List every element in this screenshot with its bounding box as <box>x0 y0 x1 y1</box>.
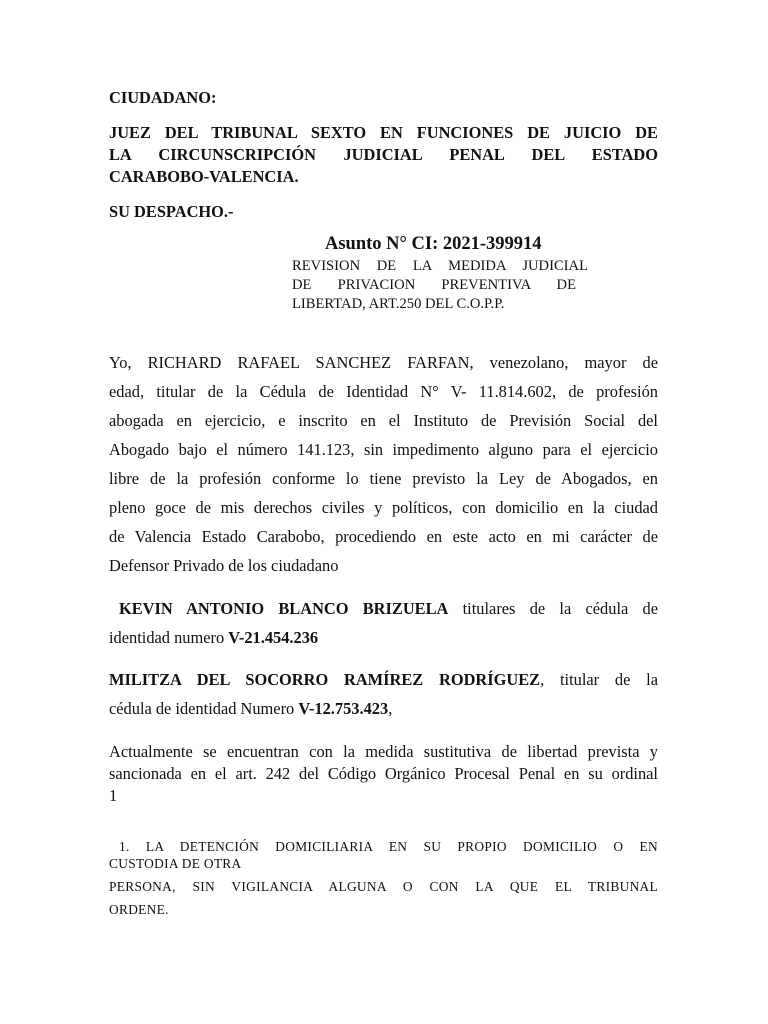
defendant-name: MILITZA DEL SOCORRO RAMÍREZ RODRÍGUEZ <box>109 670 541 689</box>
defendant-id-prefix: cédula de identidad Numero <box>109 699 299 718</box>
defendant-block <box>109 594 658 652</box>
ordinal-line: 1. LA DETENCIÓN DOMICILIARIA EN SU PROPIO DOMICILIO O EN <box>119 839 658 854</box>
defendant-line <box>109 594 658 623</box>
defendant-id-line <box>109 623 658 652</box>
defendant-id-prefix: identidad numero <box>109 628 229 647</box>
measure-line: Actualmente se encuentran con la medida sustitutiva de libertad prevista y <box>109 742 658 761</box>
defendant-name: KEVIN ANTONIO BLANCO BRIZUELA <box>119 599 449 618</box>
court-line: CARABOBO-VALENCIA. <box>109 167 299 186</box>
intro-line: pleno goce de mis derechos civiles y políticos, con domicilio en la ciudad <box>109 498 658 517</box>
defendant-block <box>109 665 658 723</box>
defendant-text: titulares de la cédula de <box>448 599 659 618</box>
ordinal-item <box>109 838 658 918</box>
defendant-id-number: V-21.454.236 <box>228 628 319 647</box>
defendant-text: , titular de la <box>540 670 658 689</box>
court-line: JUEZ DEL TRIBUNAL SEXTO EN FUNCIONES DE JUICIO DE <box>109 123 658 142</box>
intro-paragraph <box>109 348 658 580</box>
ordinal-line: CUSTODIA DE OTRA <box>109 856 242 871</box>
intro-line: edad, titular de la Cédula de Identidad N° V- 11.814.602, de profesión <box>109 382 658 401</box>
measure-line: sancionada en el art. 242 del Código Orgánico Procesal Penal en su ordinal <box>109 764 658 783</box>
intro-line: libre de la profesión conforme lo tiene previsto la Ley de Abogados, en <box>109 469 658 488</box>
case-subject-line: DE PRIVACION PREVENTIVA DE <box>292 277 576 293</box>
defendant-id-line <box>109 694 658 723</box>
intro-line: de Valencia Estado Carabobo, procediendo en este acto en mi carácter de <box>109 527 658 546</box>
court-line: LA CIRCUNSCRIPCIÓN JUDICIAL PENAL DEL ESTADO <box>109 145 658 164</box>
ordinal-line: ORDENE. <box>109 902 169 917</box>
case-subject-line: LIBERTAD, ART.250 DEL C.O.P.P. <box>292 296 505 312</box>
measure-line: 1 <box>109 786 118 805</box>
ordinal-line: PERSONA, SIN VIGILANCIA ALGUNA O CON LA QUE EL TRIBUNAL <box>109 879 658 894</box>
intro-line: abogada en ejercicio, e inscrito en el Instituto de Previsión Social del <box>109 411 658 430</box>
intro-line: Yo, RICHARD RAFAEL SANCHEZ FARFAN, venezolano, mayor de <box>109 353 658 372</box>
defendant-id-suffix: , <box>388 699 393 718</box>
case-subject <box>292 257 588 314</box>
office-heading: SU DESPACHO.- <box>109 202 234 221</box>
case-subject-line: REVISION DE LA MEDIDA JUDICIAL <box>292 258 588 274</box>
defendant-line <box>109 665 658 694</box>
intro-line: Abogado bajo el número 141.123, sin impedimento alguno para el ejercicio <box>109 440 658 459</box>
court-heading <box>109 122 658 188</box>
measure-paragraph <box>109 741 658 807</box>
defendant-id-number: V-12.753.423 <box>298 699 389 718</box>
case-number-title: Asunto N° CI: 2021-399914 <box>325 234 542 254</box>
addressee-heading: CIUDADANO: <box>109 88 217 107</box>
intro-line: Defensor Privado de los ciudadano <box>109 556 339 575</box>
